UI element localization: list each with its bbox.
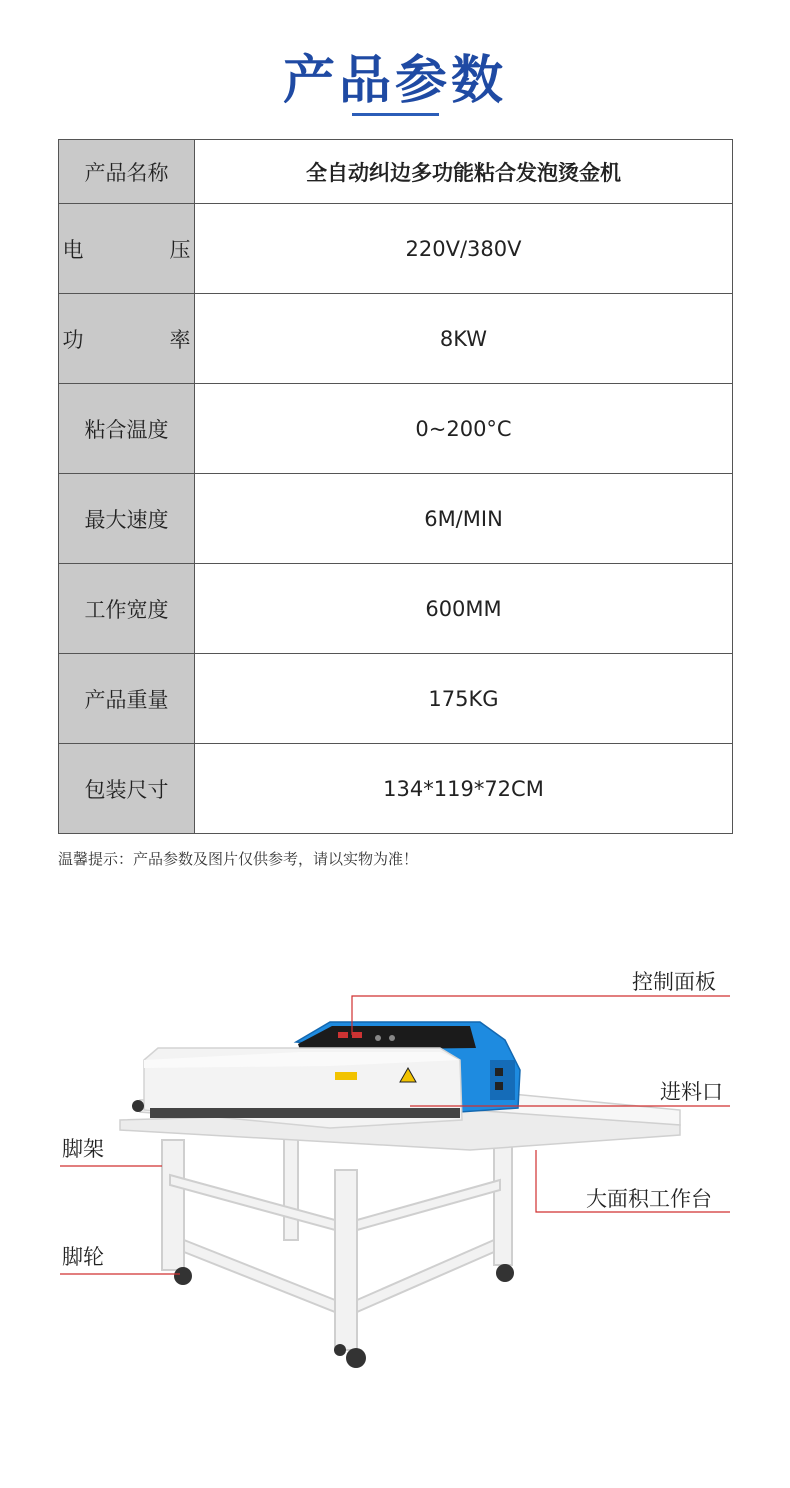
callout-control-panel: 控制面板 [632,970,716,994]
spec-label: 包装尺寸 [59,744,195,834]
spec-value: 0~200°C [195,384,733,474]
callout-casters: 脚轮 [62,1245,104,1269]
table-row [59,140,733,204]
spec-label: 粘合温度 [59,384,195,474]
spec-value: 8KW [195,294,733,384]
spec-label: 功 率 [59,294,195,384]
spec-value: 6M/MIN [195,474,733,564]
spec-value: 134*119*72CM [195,744,733,834]
spec-label: 工作宽度 [59,564,195,654]
disclaimer-note: 温馨提示：产品参数及图片仅供参考，请以实物为准！ [58,850,419,868]
spec-value: 600MM [195,564,733,654]
table-row [59,204,733,294]
table-row [59,294,733,384]
table-row [59,564,733,654]
spec-label: 产品重量 [59,654,195,744]
spec-value: 220V/380V [195,204,733,294]
spec-value: 全自动纠边多功能粘合发泡烫金机 [195,140,733,204]
table-row [59,384,733,474]
table-row [59,474,733,564]
table-row [59,744,733,834]
spec-table [58,139,733,834]
page-title: 产品参数 [282,51,507,111]
callout-feed-inlet: 进料口 [660,1080,723,1104]
spec-label: 电 压 [59,204,195,294]
callout-stand: 脚架 [62,1137,104,1161]
title-underline [352,113,439,116]
table-row [59,654,733,744]
callout-work-table: 大面积工作台 [586,1187,712,1211]
spec-value: 175KG [195,654,733,744]
spec-label: 最大速度 [59,474,195,564]
spec-label: 产品名称 [59,140,195,204]
